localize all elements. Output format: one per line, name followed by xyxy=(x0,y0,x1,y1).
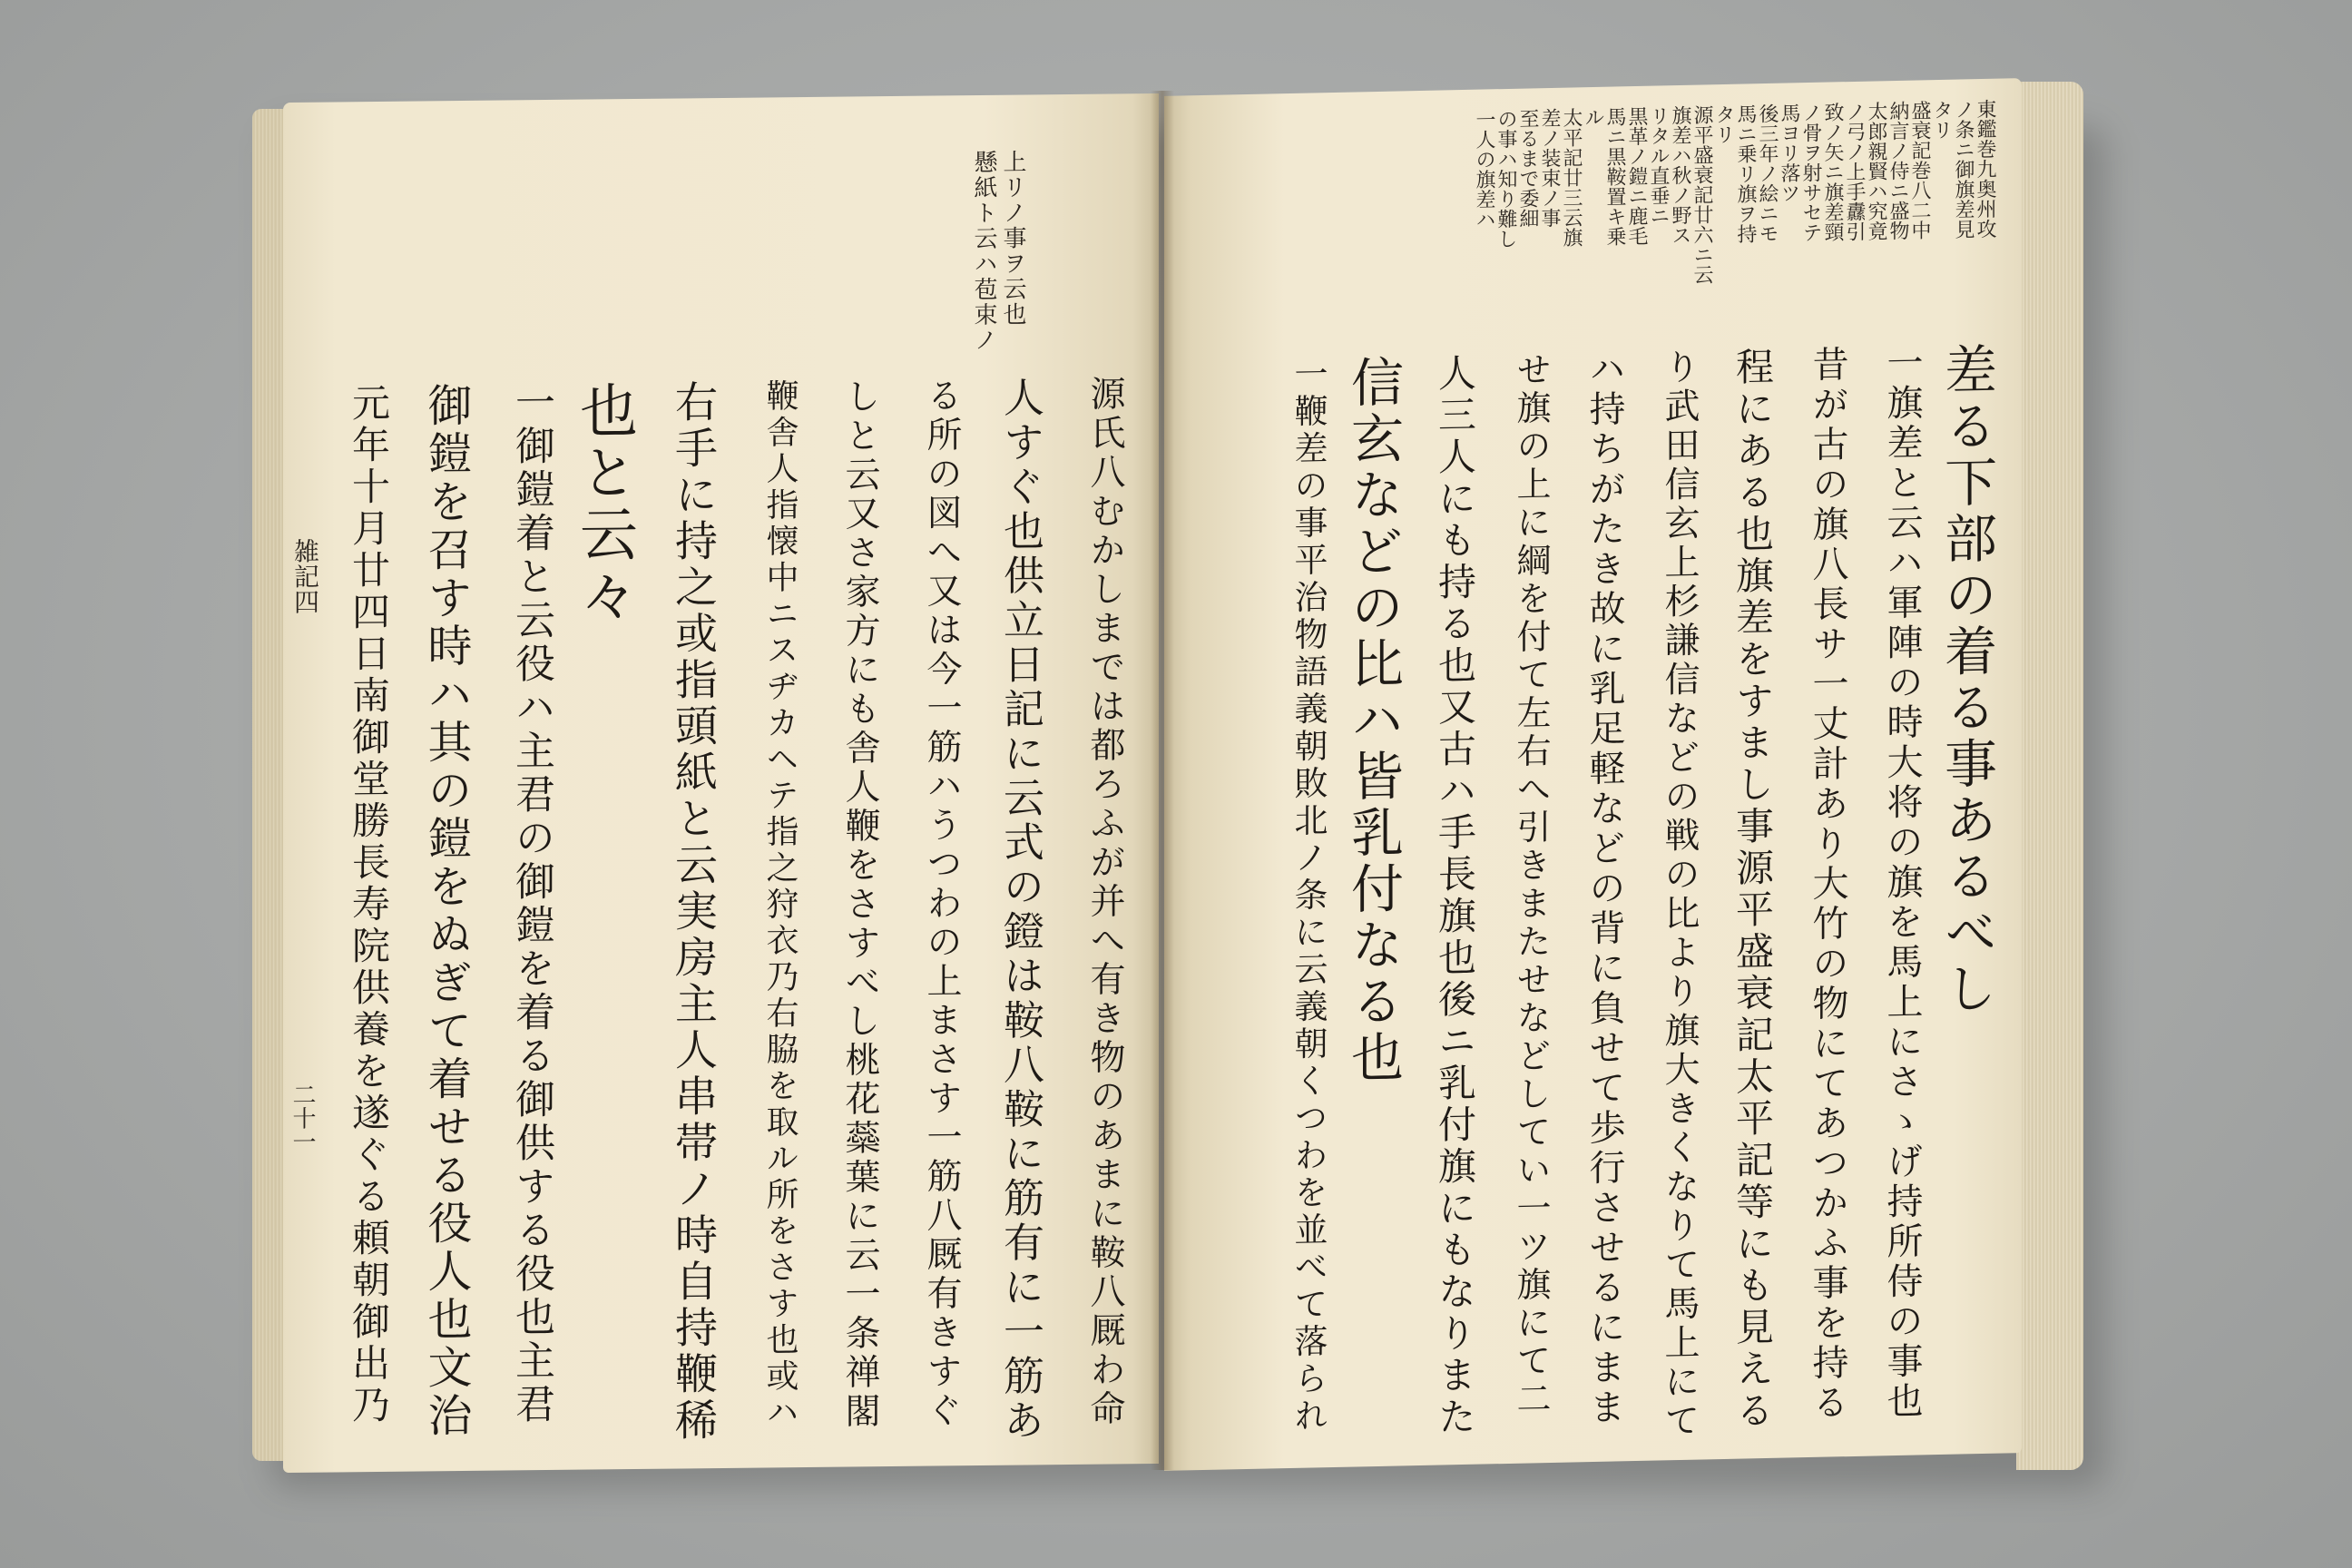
right-headnote-16: リタル直垂ニ xyxy=(1647,105,1670,226)
left-text-column-2: 人すぐ也供立日記に云式の鐙は鞍八鞍に筋有に一筋あ xyxy=(996,376,1044,1444)
right-headnote-3: タリ xyxy=(1930,99,1953,141)
right-page-stack-edge xyxy=(2016,82,2083,1470)
left-page-number: 二十一 xyxy=(289,1082,316,1153)
left-headnote-line-1: 懸紙ト云ハ苞束ノ xyxy=(970,149,997,354)
right-headnote-15: 旗差ハ秋ノ野ス xyxy=(1669,104,1691,246)
left-text-column-10: 元年十月廿四日南御堂勝長寿院供養を遂ぐる頼朝御出乃 xyxy=(347,382,391,1427)
left-text-column-5: 鞭舎人指懐中ニスヂカヘテ指之狩衣乃右脇を取ル所をさす也或ハ xyxy=(761,378,799,1432)
right-headnote-13: タリ xyxy=(1712,103,1735,145)
right-text-column-9: 信玄などの比ハ皆乳付なる也 xyxy=(1342,354,1404,1087)
right-headnote-11: 後三年ノ絵ニモ xyxy=(1756,103,1779,244)
right-headnote-7: ノ弓ノ上手纛引 xyxy=(1843,101,1866,242)
right-text-column-5: り武田信玄上杉謙信などの戦の比より旗大きくなりて馬上にて xyxy=(1659,348,1700,1442)
right-headnote-2: ノ条ニ御旗差見 xyxy=(1952,99,1975,240)
left-page xyxy=(283,93,1159,1473)
right-headnote-24: 一人の旗差ハ xyxy=(1473,109,1495,230)
right-headnote-8: 致ノ矢ニ旗差頸 xyxy=(1821,102,1844,242)
right-headnote-20: 太平記廿三云旗 xyxy=(1560,107,1583,248)
right-headnote-22: 至るまで委細 xyxy=(1516,108,1539,229)
right-headnote-1: 東鑑巻九奥州攻 xyxy=(1974,98,1996,240)
right-headnote-12: 馬ニ乗リ旗ヲ持 xyxy=(1734,103,1757,244)
right-text-column-2: 一旗差と云ハ軍陣の時大将の旗を馬上にさゝげ持所侍の事也 xyxy=(1881,343,1923,1423)
right-headnote-23: の事ハ知り難し xyxy=(1494,108,1517,250)
left-text-column-7: 也と云々 xyxy=(570,379,637,628)
left-text-column-6: 右手に持之或指頭紙と云実房主人串帯ノ時自持鞭稀 xyxy=(668,379,718,1445)
right-text-column-3: 昔が古の旗八長サ一丈計あり大竹の物にてあつかふ事を持る xyxy=(1807,345,1848,1425)
right-headnote-4: 盛衰記巻八二中 xyxy=(1908,100,1931,240)
right-text-column-1: 差る下部の着る事あるべし xyxy=(1936,341,1997,1019)
right-text-column-4: 程にある也旗差をすまし事源平盛衰記太平記等にも見える xyxy=(1730,346,1775,1433)
right-headnote-18: 馬ニ黒鞍置キ乗 xyxy=(1603,106,1626,247)
right-headnote-19: ル xyxy=(1582,106,1604,128)
right-text-column-10: 一鞭差の事平治物語義朝敗北ノ条に云義朝くつわを並べて落られ xyxy=(1289,356,1328,1436)
right-headnote-5: 納言ノ侍ニ盛物 xyxy=(1886,100,1909,241)
right-text-column-7: せ旗の上に綱を付て左右へ引きまたせなどしてい一ツ旗にて二 xyxy=(1511,350,1551,1419)
right-headnote-10: 馬ヨリ落ツ xyxy=(1778,103,1800,203)
right-text-column-6: ハ持ちがたき故に乳足軽などの背に負せて歩行させるにまま xyxy=(1583,349,1625,1429)
right-text-column-8: 人三人にも持る也又古ハ手長旗也後ニ乳付旗にもなりまた xyxy=(1433,352,1477,1439)
right-headnote-21: 差ノ装束ノ事 xyxy=(1538,107,1561,229)
left-text-column-1: 源氏八むかしまでは都ろふが并へ有き物のあまに鞍八厩わ命 xyxy=(1084,375,1125,1429)
right-page xyxy=(1164,78,2022,1471)
left-text-column-4: しと云又さ家方にも舎人鞭をさすべし桃花蘂葉に云一条禅閣 xyxy=(839,377,880,1432)
book-gutter xyxy=(1151,91,1174,1470)
left-page-label: 雑記四 xyxy=(290,537,320,614)
left-text-column-3: る所の図へ又は今一筋ハうつわの上まさす一筋八厩有きすぐ xyxy=(921,377,962,1431)
right-headnote-14: 源平盛衰記廿六ニ云 xyxy=(1690,104,1713,285)
left-text-column-8: 一御鎧着と云役ハ主君の御鎧を着る御供する役也主君 xyxy=(508,380,554,1427)
right-headnote-17: 黒革ノ鎧ニ鹿毛 xyxy=(1625,105,1648,247)
left-headnote-line-2: 上リノ事ヲ云也 xyxy=(999,149,1026,328)
left-text-column-9: 御鎧を召す時ハ其の鎧をぬぎて着せる役人也文治 xyxy=(421,381,473,1441)
right-headnote-6: 太郎親賢ハ究竟 xyxy=(1865,101,1887,241)
right-headnote-9: ノ骨ヲ射サセテ xyxy=(1799,102,1822,243)
